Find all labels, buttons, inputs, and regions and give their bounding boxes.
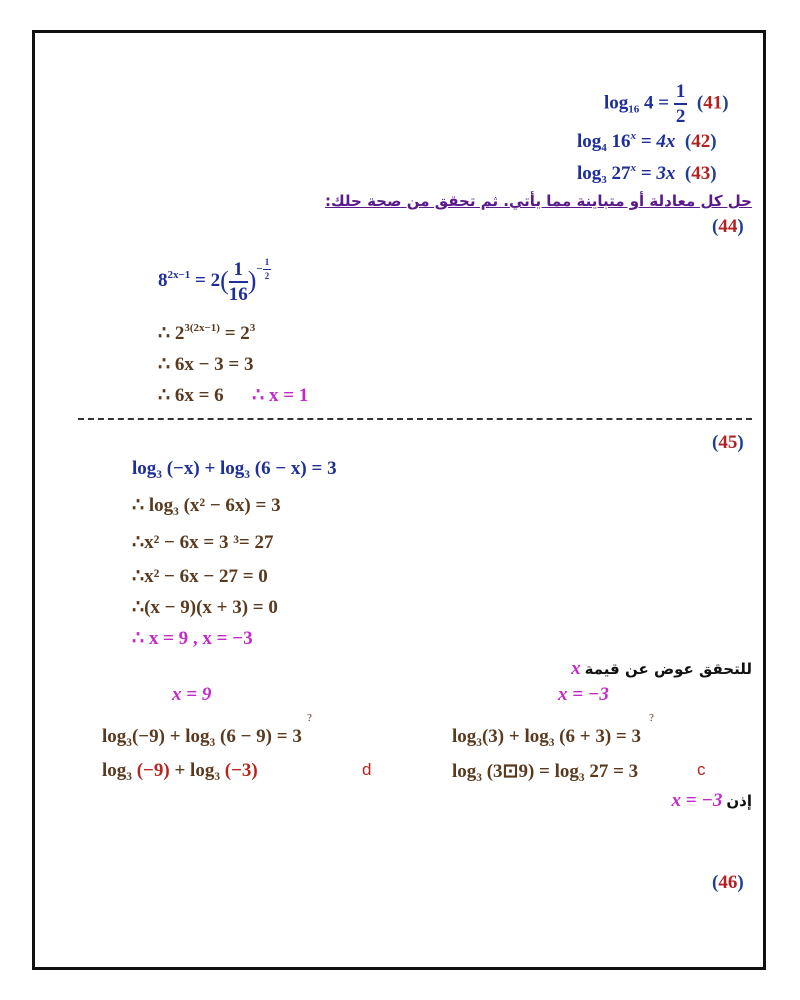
- problem-43: $\log_3 27^x = 3x$ (43): [577, 162, 717, 186]
- problem-number-45: (45): [712, 432, 744, 453]
- check-left-line2: log₃ (−9) + log₃ (−3): [102, 760, 258, 781]
- p41-base: 16: [628, 103, 640, 116]
- check-right-line1: log₃(3) + log₃ (6 + 3) = 3 ?: [452, 712, 654, 747]
- conclusion-text: إذن: [726, 792, 752, 810]
- problem-number-42: (42): [684, 131, 717, 152]
- problem-41: [604, 82, 729, 126]
- check-left-line1: log₃(−9) + log₃ (6 − 9) = 3 ?: [102, 712, 312, 747]
- check-left-value: x = 9: [172, 684, 212, 705]
- p41-log: log: [604, 92, 629, 114]
- question-mark: ?: [649, 712, 654, 724]
- p45-line2: ∴ log₃ (x² − 6x) = 3: [132, 495, 281, 516]
- p41-arg: 4: [644, 92, 654, 114]
- p45-line4: ∴x² − 6x − 27 = 0: [132, 566, 268, 587]
- question-mark: ?: [307, 712, 312, 724]
- problem-42: $\log_4 16^x = 4x$ (42): [577, 130, 717, 154]
- p45-line1: log₃ (−x) + log₃ (6 − x) = 3: [132, 458, 337, 479]
- problem-number-46: (46): [712, 872, 744, 893]
- problem-number-44: (44): [712, 216, 744, 237]
- problem-number-43: (43): [684, 163, 717, 184]
- p44-line4: ∴ 6x = 6 ∴ x = 1: [158, 385, 309, 406]
- check-heading-text: للتحقق عوض عن قيمة: [584, 660, 752, 678]
- p44-line3: ∴ 6x − 3 = 3: [158, 354, 254, 375]
- check-left-letter: d: [362, 760, 372, 779]
- p44-line2: ∴ $2^{3(2x-1)} = 2^3$: [158, 322, 256, 344]
- p41-fraction: $\frac{1}{2}$: [675, 81, 686, 127]
- p45-line5: ∴(x − 9)(x + 3) = 0: [132, 597, 278, 618]
- instruction-text: حل كل معادلة أو متباينة مما يأتي. ثم تحقق من صحة حلك:: [324, 192, 752, 210]
- p41-equals: =: [658, 92, 670, 114]
- p44-result: ∴ x = 1: [252, 385, 309, 406]
- check-right-line2: log₃ (3⊡9) = log₃ 27 = 3: [452, 761, 639, 782]
- conclusion: [672, 790, 753, 812]
- conclusion-equation: x = −3: [671, 790, 723, 811]
- check-right-value: x = −3: [558, 684, 609, 705]
- problem-number-41: (41): [696, 92, 729, 114]
- section-divider: [78, 418, 752, 420]
- check-heading: [571, 658, 752, 680]
- p45-line6: ∴ x = 9 , x = −3: [132, 628, 253, 649]
- p45-line3: ∴x² − 6x = 3 ³= 27: [132, 532, 274, 553]
- check-right-letter: c: [697, 760, 706, 779]
- p44-line1: $8^{2x-1} = 2$( $\frac{1}{16}$ )$^{- \frac{1}{2}}$: [158, 257, 270, 305]
- check-variable: x: [571, 658, 581, 679]
